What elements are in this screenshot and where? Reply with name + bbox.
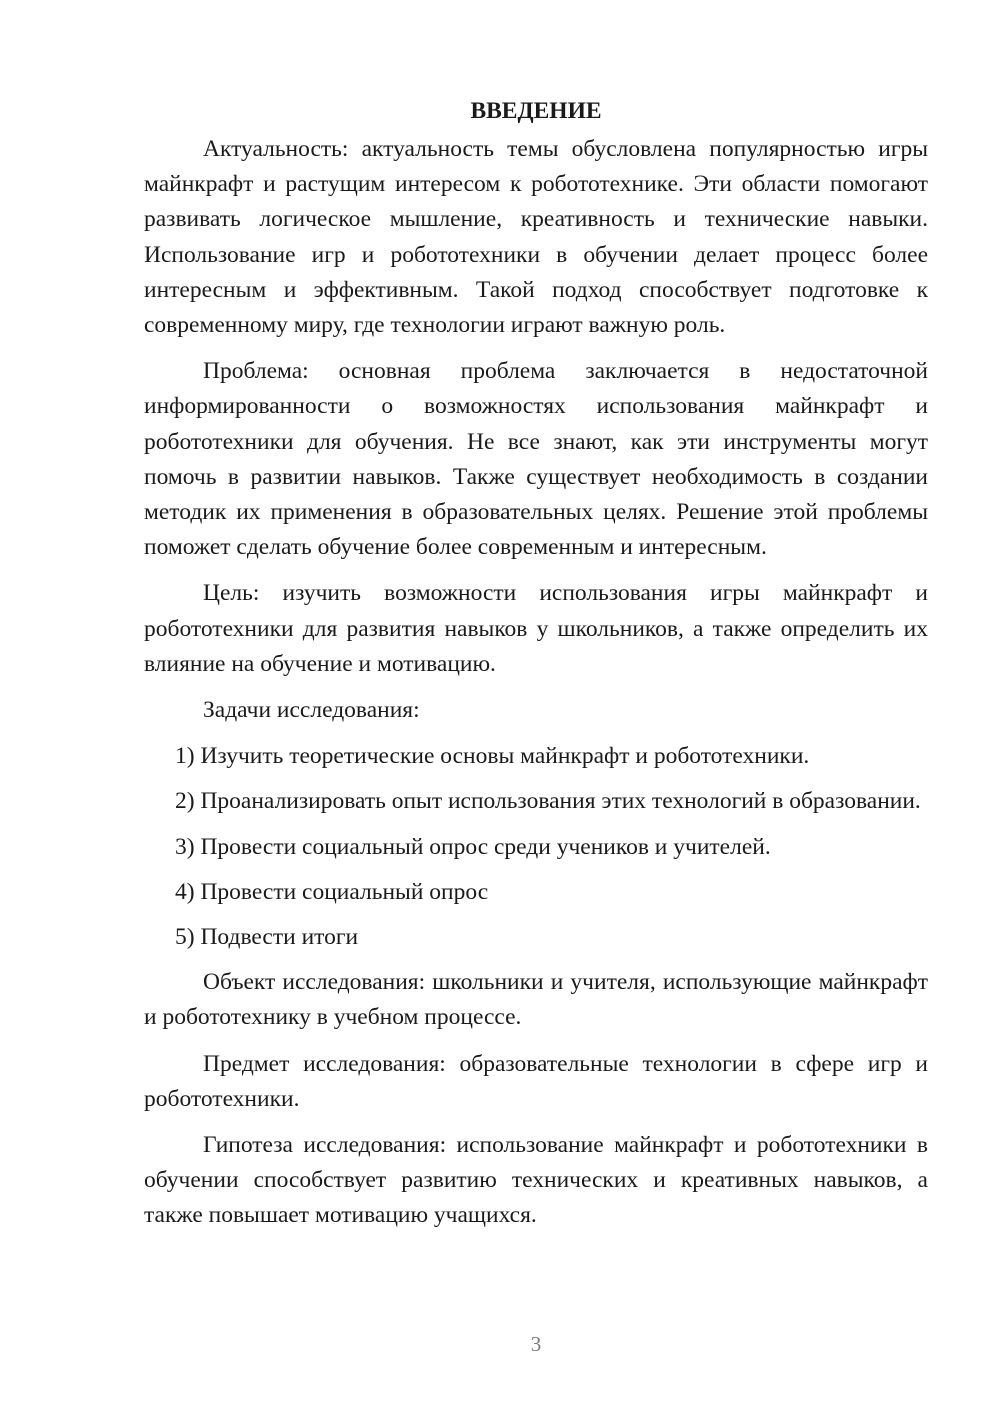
paragraph-hypothesis: Гипотеза исследования: использование майнкрафт и робототехники в обучении способствует развитию технических и креативных навыков, а также повышает мотивацию учащихся. xyxy=(144,1132,928,1229)
page-content xyxy=(144,92,928,1245)
section-title: ВВЕДЕНИЕ xyxy=(470,98,602,124)
task-item-1: 1) Изучить теоретические основы майнкрафт и робототехники. xyxy=(175,743,810,770)
paragraph-tasks-heading: Задачи исследования: xyxy=(203,697,420,724)
paragraph-object: Объект исследования: школьники и учителя, использующие майнкрафт и робототехнику в учебном процессе. xyxy=(144,969,928,1031)
paragraph-relevance: Актуальность: актуальность темы обусловлена популярностью игры майнкрафт и растущим интересом к робототехнике. Эти области помогают развивать логическое мышление, креативность и технические навыки. Использование игр и робототехники в обучении делает процесс более интересным и эффективным. Такой подход способствует подготовке к современному миру, где технологии играют важную роль. xyxy=(144,136,928,339)
page-number: 3 xyxy=(530,1332,542,1356)
task-item-2: 2) Проанализировать опыт использования этих технологий в образовании. xyxy=(175,788,921,815)
paragraph-problem: Проблема: основная проблема заключается в недостаточной информированности о возможностях использования майнкрафт и робототехники для обучения. Не все знают, как эти инструменты могут помочь в развитии навыков. Также существует необходимость в создании методик их применения в образовательных целях. Решение этой проблемы поможет сделать обучение более современным и интересным. xyxy=(144,358,928,561)
task-item-5: 5) Подвести итоги xyxy=(175,924,359,951)
paragraph-goal: Цель: изучить возможности использования игры майнкрафт и робототехники для развития навыков у школьников, а также определить их влияние на обучение и мотивацию. xyxy=(144,580,928,677)
task-item-3: 3) Провести социальный опрос среди учеников и учителей. xyxy=(175,833,771,860)
task-item-4: 4) Провести социальный опрос xyxy=(175,878,489,905)
paragraph-subject: Предмет исследования: образовательные технологии в сфере игр и робототехники. xyxy=(144,1050,928,1112)
